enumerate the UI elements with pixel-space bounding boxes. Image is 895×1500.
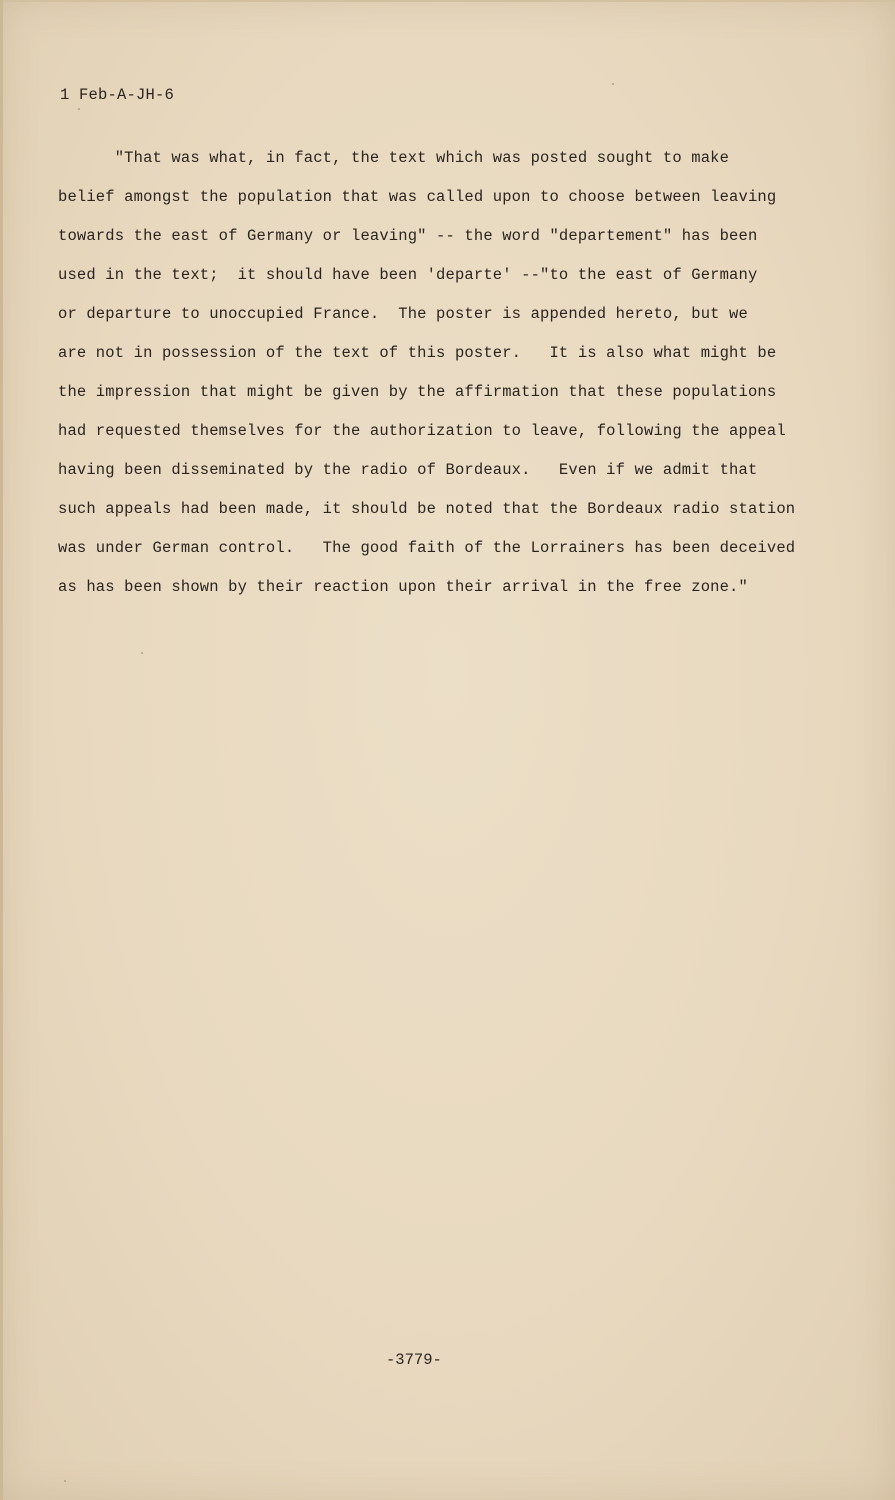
paper-speck [64, 1480, 66, 1482]
page-left-edge [0, 0, 3, 1500]
page-number: -3779- [386, 1351, 442, 1369]
document-header-id: 1 Feb-A-JH-6 [60, 86, 175, 104]
body-line: towards the east of Germany or leaving" -- the word "departement" has been [58, 227, 758, 245]
body-line: or departure to unoccupied France. The poster is appended hereto, but we [58, 305, 748, 323]
body-line: "That was what, in fact, the text which was posted sought to make [58, 149, 730, 167]
body-line: having been disseminated by the radio of Bordeaux. Even if we admit that [58, 461, 758, 479]
body-line: had requested themselves for the authorization to leave, following the appeal [58, 422, 786, 440]
body-paragraph [58, 143, 838, 611]
body-line: was under German control. The good faith of the Lorrainers has been deceived [58, 539, 796, 557]
page-top-edge [0, 0, 895, 2]
body-line: used in the text; it should have been 'departe' --"to the east of Germany [58, 266, 758, 284]
paper-speck [78, 108, 80, 110]
body-line: such appeals had been made, it should be noted that the Bordeaux radio station [58, 500, 796, 518]
paper-speck [612, 83, 614, 85]
body-line: belief amongst the population that was called upon to choose between leaving [58, 188, 777, 206]
body-line: as has been shown by their reaction upon their arrival in the free zone." [58, 578, 748, 596]
body-line: the impression that might be given by the affirmation that these populations [58, 383, 777, 401]
paper-speck [141, 652, 143, 654]
body-line: are not in possession of the text of this poster. It is also what might be [58, 344, 777, 362]
